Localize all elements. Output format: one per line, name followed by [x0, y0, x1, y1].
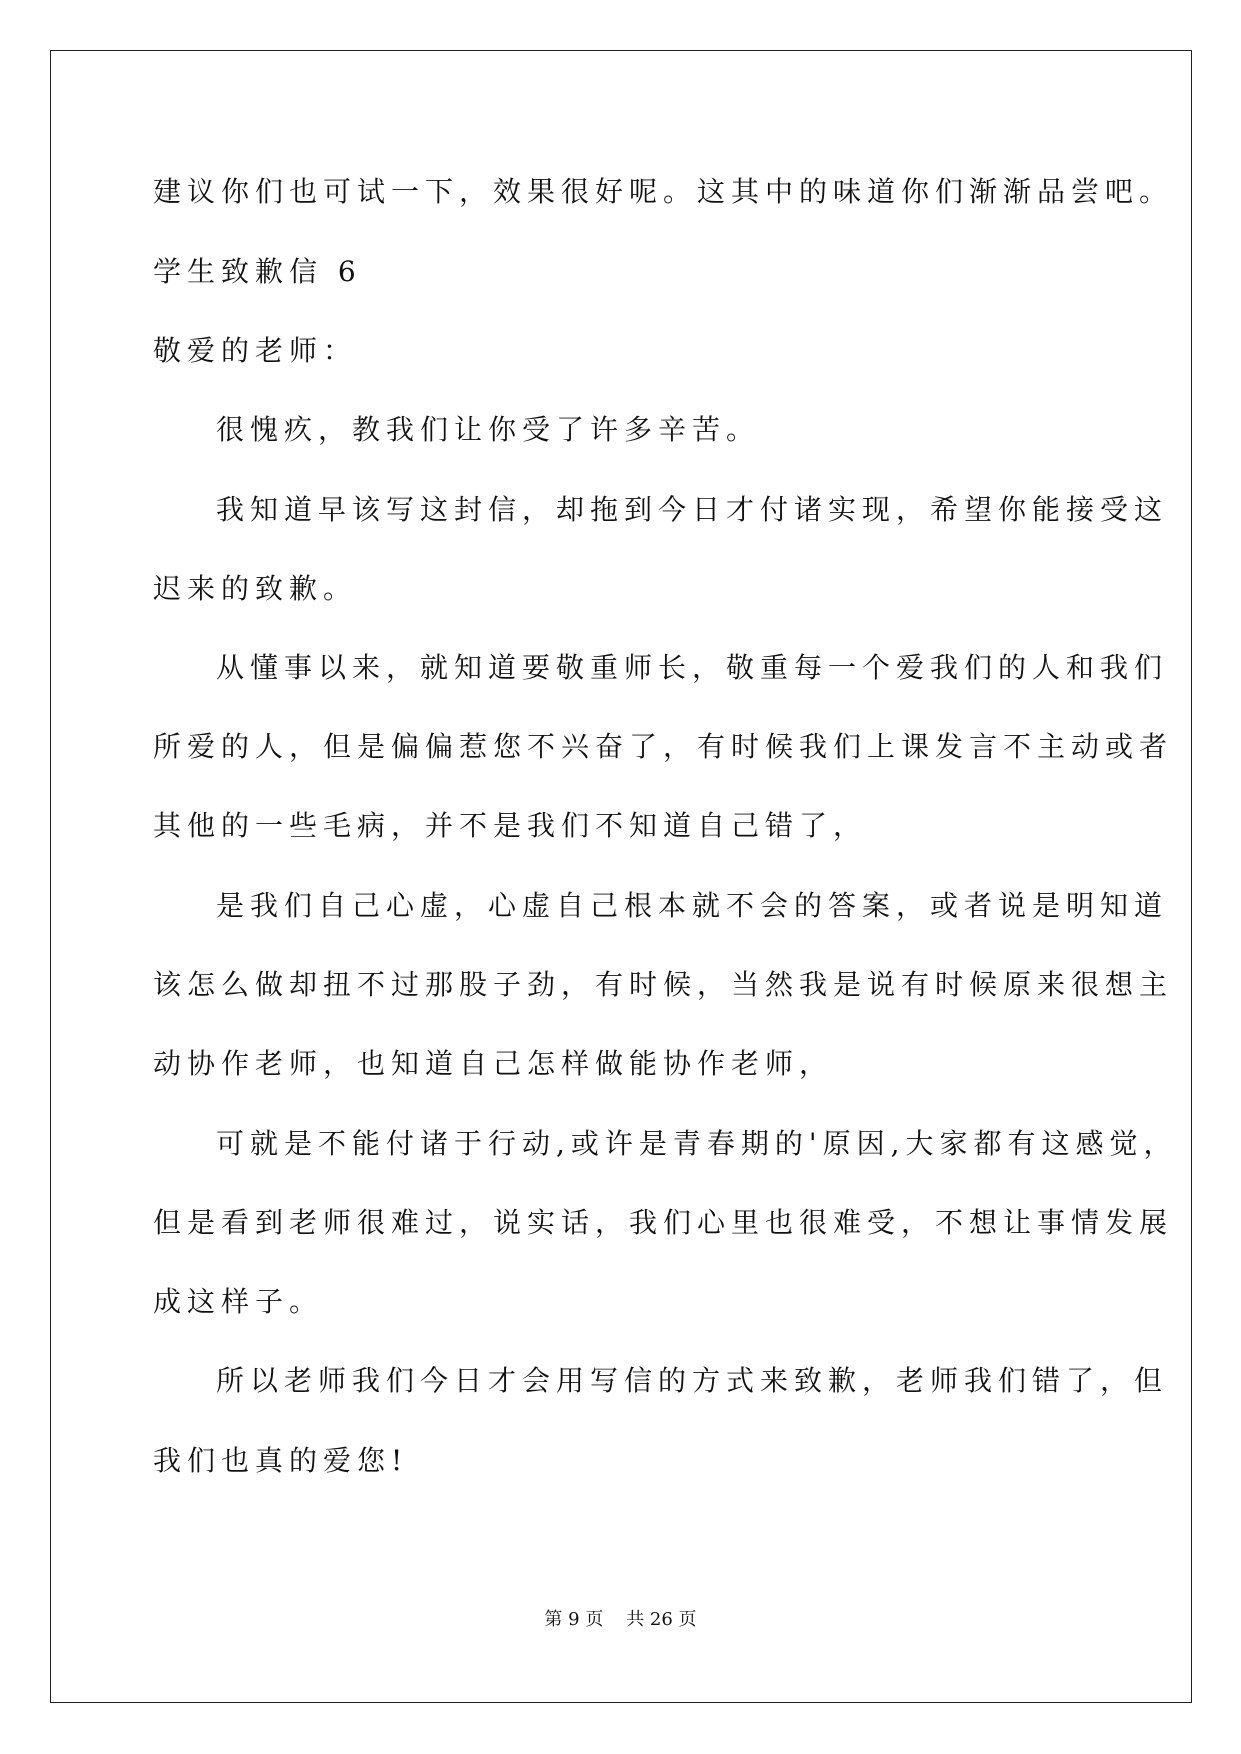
paragraph-5-line-1: 可就是不能付诸于行动,或许是青春期的'原因,大家都有这感觉， — [216, 1127, 1178, 1160]
paragraph-3-line-3: 其他的一些毛病，并不是我们不知道自己错了， — [153, 809, 868, 842]
paragraph-4-line-1: 是我们自己心虚，心虚自己根本就不会的答案，或者说是明知道 — [216, 889, 1169, 922]
paragraph-4-line-3: 动协作老师，也知道自己怎样做能协作老师， — [153, 1047, 834, 1080]
paragraph-6-line-1: 所以老师我们今日才会用写信的方式来致歉，老师我们错了，但 — [216, 1364, 1169, 1397]
paragraph-6-line-2: 我们也真的爱您! — [153, 1444, 409, 1477]
paragraph-3-line-2: 所爱的人，但是偏偏惹您不兴奋了，有时候我们上课发言不主动或者 — [153, 730, 1174, 763]
paragraph-3-line-1: 从懂事以来，就知道要敬重师长，敬重每一个爱我们的人和我们 — [216, 651, 1169, 684]
paragraph-2-line-1: 我知道早该写这封信，却拖到今日才付诸实现，希望你能接受这 — [216, 493, 1169, 526]
paragraph-4-line-2: 该怎么做却扭不过那股子劲，有时候，当然我是说有时候原来很想主 — [153, 968, 1174, 1001]
paragraph-2-line-2: 迟来的致歉。 — [153, 572, 358, 605]
page-number-footer: 第 9 页 共 26 页 — [544, 1609, 697, 1630]
paragraph-5-line-2: 但是看到老师很难过，说实话，我们心里也很难受，不想让事情发展 — [153, 1206, 1174, 1239]
paragraph-1-line-1: 很愧疚，教我们让你受了许多辛苦。 — [216, 413, 761, 446]
salutation: 敬爱的老师： — [153, 334, 358, 367]
paragraph-5-line-3: 成这样子。 — [153, 1285, 324, 1318]
body-line-1: 建议你们也可试一下，效果很好呢。这其中的味道你们渐渐品尝吧。 — [153, 175, 1174, 208]
letter-title: 学生致歉信 6 — [153, 255, 362, 288]
